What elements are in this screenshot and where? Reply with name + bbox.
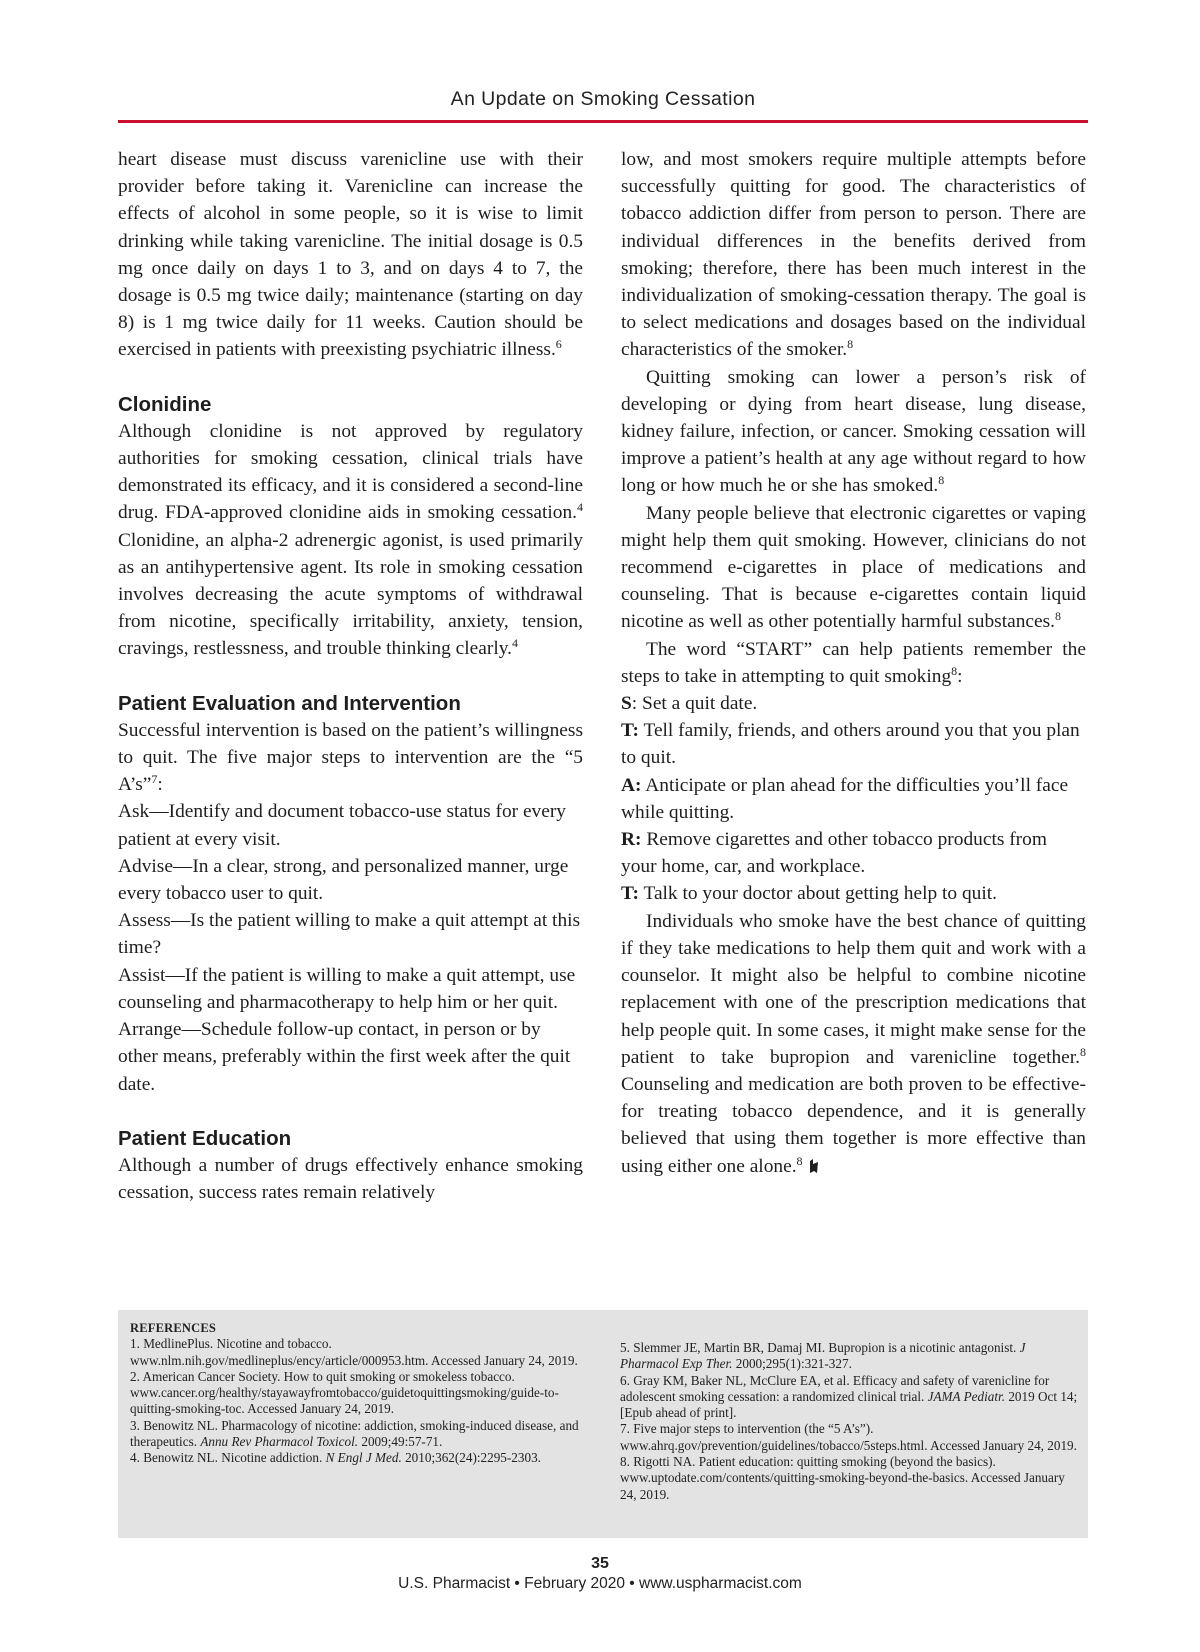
page-number: 35 [591, 1555, 609, 1572]
reference-item: 4. Benowitz NL. Nicotine addiction. N Engl J Med. 2010;362(24):2295-2303. [130, 1450, 541, 1466]
references-box [118, 1310, 1088, 1538]
start-step-t: T: Tell family, friends, and others around you that you plan to quit. [621, 720, 1080, 769]
reference-item: 3. Benowitz NL. Pharmacology of nicotine: addiction, smoking-induced disease, and therapeutics. Annu Rev Pharmacol Toxicol. 2009;49:57-71. [130, 1417, 579, 1450]
citation: 8 [1055, 609, 1062, 624]
body-paragraph: The word “START” can help patients remember the steps to take in attempting to quit smoking$^8$: [621, 638, 1086, 687]
list-item-assist: Assist—If the patient is willing to make a quit attempt, use counseling and pharmacotherapy to help him or her quit. [118, 964, 576, 1013]
reference-item: 1. MedlinePlus. Nicotine and tobacco. www.nlm.nih.gov/medlineplus/ency/article/000953.htm. Accessed January 24, 2019. [130, 1336, 578, 1368]
citation: 8 [938, 473, 945, 488]
start-step-s: S: Set a quit date. [621, 693, 758, 715]
clonidine-paragraph: Although clonidine is not approved by regulatory authorities for smoking cessation, clinical trials have demonstrated its efficacy, and it is considered a second-line drug. FDA-approved clonidine aids in smoking cessation.$^4$ Clonidine, an alpha-2 adrenergic agonist, is used primarily as an antihypertensive agent. Its role in smoking cessation involves decreasing the acute symptoms of withdrawal from nicotine, specifically irritability, anxiety, tension, cravings, restlessness, and trouble thinking clearly.$^4$ [118, 420, 583, 660]
body-paragraph: low, and most smokers require multiple attempts before successfully quitting for good. The characteristics of tobacco addiction differ from person to person. There are individual differences in the benefits derived from smoking; therefore, there has been much interest in the individualization of smoking-cessation therapy. The goal is to select medications and dosages based on the individual characteristics of the smoker.$^8$ [621, 149, 1086, 361]
citation: 6 [555, 337, 562, 352]
reference-item: 8. Rigotti NA. Patient education: quitting smoking (beyond the basics). www.uptodate.com/contents/quitting-smoking-beyond-the-basics. Accessed January 24, 2019. [620, 1454, 1065, 1502]
citation: 4 [512, 636, 518, 651]
publication-footer: U.S. Pharmacist • February 2020 • www.uspharmacist.com [398, 1575, 802, 1592]
section-heading-clonidine: Clonidine [118, 392, 212, 416]
citation: 8 [796, 1153, 803, 1168]
body-paragraph: Quitting smoking can lower a person’s risk of developing or dying from heart disease, lung disease, kidney failure, infection, or cancer. Smoking cessation will improve a patient’s health at any age without regard to how long or how much he or she has smoked.$^8$ [621, 366, 1086, 497]
right-column [621, 146, 1086, 1180]
reference-item: 2. American Cancer Society. How to quit smoking or smokeless tobacco. www.cancer.org/healthy/stayawayfromtobacco/guidetoquittingsmoking/guide-to-quitting-smoking-toc. Accessed January 24, 2019. [130, 1368, 559, 1417]
start-step-t2: T: Talk to your doctor about getting help to quit. [621, 883, 997, 905]
list-item-advise: Advise—In a clear, strong, and personalized manner, urge every tobacco user to quit. [118, 855, 569, 905]
reference-item: 5. Slemmer JE, Martin BR, Damaj MI. Bupropion is a nicotinic antagonist. J Pharmacol Exp Ther. 2000;295(1):321-327. [620, 1340, 1026, 1372]
citation: 8 [847, 337, 854, 352]
citation: 4 [577, 500, 583, 515]
end-of-article-icon [809, 1159, 819, 1174]
start-step-a: A: Anticipate or plan ahead for the difficulties you’ll face while quitting. [621, 774, 1069, 823]
references-left-column [130, 1320, 590, 1467]
education-paragraph: Although a number of drugs effectively enhance smoking cessation, success rates remain relatively [118, 1154, 583, 1204]
body-paragraph: Many people believe that electronic cigarettes or vaping might help them quit smoking. However, clinicians do not recommend e-cigarettes in place of medications and counseling. That is because e-cigarettes contain liquid nicotine as well as other potentially harmful substances.$^8$ [621, 502, 1086, 633]
references-title: REFERENCES [130, 1321, 217, 1335]
reference-item: 7. Five major steps to intervention (the “5 A’s”). www.ahrq.gov/prevention/guidelines/tobacco/5steps.html. Accessed January 24, 2019. [620, 1421, 1077, 1453]
list-item-assess: Assess—Is the patient willing to make a quit attempt at this time? [118, 910, 581, 959]
body-paragraph: Individuals who smoke have the best chance of quitting if they take medications to help them quit and work with a counselor. It might also be helpful to combine nicotine replacement with one of the prescription medications that help people quit. In some cases, it might make sense for the patient to take bupropion and varenicline together.$^8$ Counseling and medication are both proven to be effective-for treating tobacco dependence, and it is generally believed that using them together is more effective than using either one alone.$^8$ [621, 910, 1086, 1177]
citation: 7 [151, 772, 158, 787]
header-rule [118, 120, 1088, 123]
section-heading-education: Patient Education [118, 1126, 292, 1150]
list-item-arrange: Arrange—Schedule follow-up contact, in person or by other means, preferably within the first week after the quit date. [118, 1019, 571, 1095]
intro-paragraph: heart disease must discuss varenicline use with their provider before taking it. Varenicline can increase the effects of alcohol in some people, so it is wise to limit drinking while taking varenicline. The initial dosage is 0.5 mg once daily on days 1 to 3, and on days 4 to 7, the dosage is 0.5 mg twice daily; maintenance (starting on day 8) is 1 mg twice daily for 11 weeks. Caution should be exercised in patients with preexisting psychiatric illness.$^6$ [118, 149, 583, 361]
section-heading-evaluation: Patient Evaluation and Intervention [118, 691, 461, 715]
list-item-ask: Ask—Identify and document tobacco-use status for every patient at every visit. [118, 801, 567, 850]
evaluation-paragraph: Successful intervention is based on the patient’s willingness to quit. The five major steps to intervention are the “5 A’s”$^7$: [118, 719, 583, 796]
left-column [118, 146, 583, 1206]
references-right-column [620, 1340, 1080, 1503]
reference-item: 6. Gray KM, Baker NL, McClure EA, et al. Efficacy and safety of varenicline for adolescent smoking cessation: a randomized clinical trial. JAMA Pediatr. 2019 Oct 14; [Epub ahead of print]. [620, 1372, 1078, 1421]
citation: 8 [1080, 1044, 1086, 1059]
citation: 8 [951, 663, 958, 678]
start-step-r: R: Remove cigarettes and other tobacco products from your home, car, and workplace. [621, 829, 1047, 878]
running-header: An Update on Smoking Cessation [450, 88, 756, 110]
